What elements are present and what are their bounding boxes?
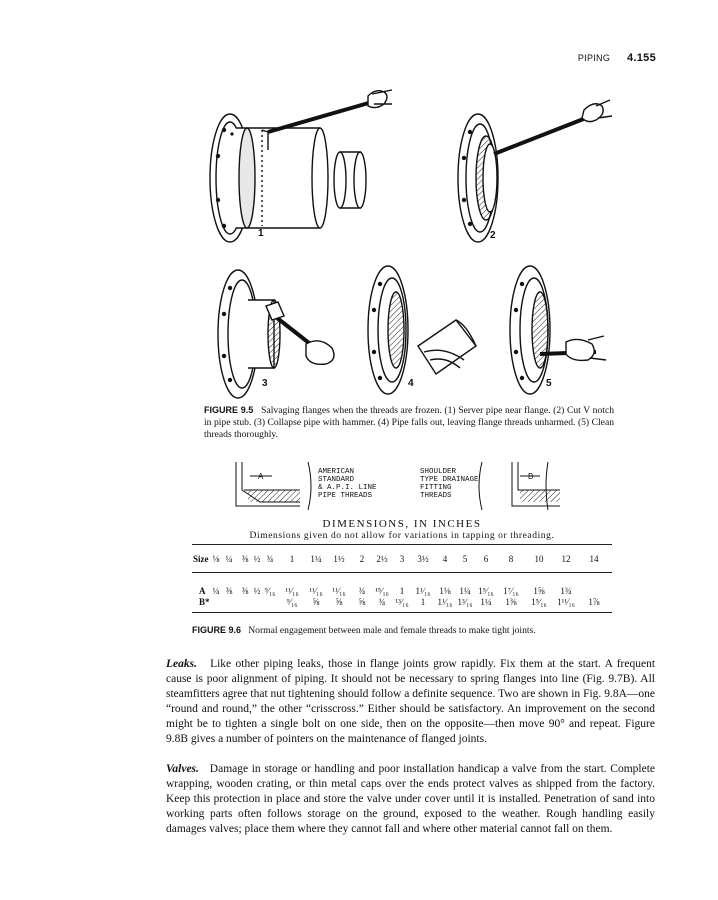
size-cell: 14 [589, 554, 599, 564]
size-cell: ½ [253, 554, 261, 564]
size-cell: ⅜ [241, 554, 249, 564]
a-value-cell: 1¹⁄₁₆ [415, 586, 431, 596]
figure-9-6-label: FIGURE 9.6 [192, 625, 242, 635]
size-cell: 10 [534, 554, 544, 564]
dimension-a-label: A [258, 472, 264, 481]
paragraph-text: Damage in storage or handling and poor installation handicap a valve from the start. Complete wrapping, wooden crating, or thin metal caps over the ends protect valves as shipped from the factory. Keep this protection in place and store the valve under cover until it is installed. Penetration of sand into working parts often follows storage on the ground, exposed to the weather. Rough handling easily damages valves; place them where they cannot fall and where other material cannot fall on them. [166, 763, 655, 835]
size-cell: 6 [483, 554, 489, 564]
a-value-cell: ¹¹⁄₁₆ [309, 586, 323, 596]
a-value-cell: 1 [399, 586, 405, 596]
b-value-cell: 1³⁄₁₆ [457, 597, 473, 607]
b-value-cell: ¹³⁄₁₆ [395, 597, 409, 607]
page-number: 4.155 [626, 52, 656, 64]
size-cell: 1¼ [310, 554, 322, 564]
b-value-cell: ⅝ [335, 597, 343, 607]
a-value-cell: 1⁷⁄₁₆ [503, 586, 519, 596]
panel-2-drawing [458, 100, 612, 242]
paragraph-leaks [166, 657, 655, 747]
table-subtitle: Dimensions given do not allow for variations in tapping or threading. [249, 531, 555, 541]
figure-9-5-caption [204, 404, 614, 441]
figure-9-5-caption-text: Salvaging flanges when the threads are frozen. (1) Server pipe near flange. (2) Cut V notch in pipe stub. (3) Collapse pipe with hammer. (4) Pipe falls out, leaving flange threads unharmed. (5) Clean threads thoroughly. [204, 405, 614, 440]
size-cell: 3 [399, 554, 405, 564]
panel-number-2: 2 [490, 230, 496, 241]
panel-number-3: 3 [262, 378, 268, 389]
paragraph-valves [166, 762, 655, 837]
panel-number-5: 5 [546, 378, 552, 389]
size-cell: 4 [442, 554, 448, 564]
b-value-cell: 1⁵⁄₁₆ [531, 597, 547, 607]
section-title: PIPING [577, 53, 611, 63]
size-cell: 2 [359, 554, 365, 564]
a-value-cell: ½ [253, 586, 261, 596]
paragraph-text: Like other piping leaks, those in flange joints grow rapidly. Fix them at the start. A frequent cause is poor alignment of piping. It should not be necessary to spring flanges into line (Fig. 9.7B). All steamfitters agree that nut tightening should follow a definite sequence. Two are shown in Fig. 9.8A—one “round and round,” the other “crisscross.” Either should be satisfactory. An improvement on the second might be to tighten a single bolt on one side, then on the opposite—then move 90° and repeat. Figure 9.8B gives a number of pointers on the maintenance of flanged joints. [166, 658, 656, 745]
b-value-cell: ⅝ [312, 597, 320, 607]
a-value-cell: ⅜ [241, 586, 249, 596]
size-cell: 3½ [417, 554, 429, 564]
panel-5-drawing [510, 266, 606, 394]
b-row-header: B* [199, 597, 210, 607]
size-cell: 12 [561, 554, 571, 564]
figure-9-6-caption-text: Normal engagement between male and female threads to make tight joints. [248, 625, 536, 636]
a-value-cell: ¾ [358, 586, 366, 596]
size-row-header: Size [193, 554, 209, 564]
a-value-cell: ⁹⁄₁₆ [264, 586, 276, 596]
size-cell: ¾ [266, 554, 274, 564]
shoulder-type-label: SHOULDER TYPE DRAINAGE FITTING THREADS [420, 468, 479, 500]
a-value-cell: ¹¹⁄₁₆ [332, 586, 346, 596]
american-standard-label: AMERICAN STANDARD & A.P.I. LINE PIPE THREADS [318, 468, 377, 500]
a-row-header: A [199, 586, 206, 596]
size-cell: 2½ [376, 554, 388, 564]
panel-number-4: 4 [408, 378, 414, 389]
size-cell: ¼ [225, 554, 233, 564]
b-value-cell: 1 [420, 597, 426, 607]
panel-number-1: 1 [258, 228, 264, 239]
b-value-cell: 1⅞ [588, 597, 600, 607]
panel-1-drawing [210, 90, 392, 242]
a-value-cell: 1¼ [459, 586, 471, 596]
a-value-cell: ¹¹⁄₁₆ [285, 586, 299, 596]
runin-heading: Valves. [166, 763, 199, 775]
table-title: DIMENSIONS, IN INCHES [322, 518, 482, 530]
a-value-cell: 1⁵⁄₁₆ [478, 586, 494, 596]
b-value-cell: 1¹¹⁄₁₆ [557, 597, 575, 607]
size-cell: 5 [462, 554, 468, 564]
size-cell: 1½ [333, 554, 345, 564]
runin-heading: Leaks. [166, 658, 197, 670]
size-cell: ⅛ [212, 554, 220, 564]
b-value-cell: 1¼ [480, 597, 492, 607]
a-value-cell: ¹⁵⁄₁₆ [375, 586, 389, 596]
a-value-cell: ⅜ [225, 586, 233, 596]
panel-4-drawing [368, 266, 476, 394]
thread-engagement-diagram [236, 462, 560, 510]
size-cell: 1 [289, 554, 295, 564]
b-value-cell: 1⅜ [505, 597, 517, 607]
table-rule-top [192, 544, 612, 545]
figure-9-6-caption [192, 624, 612, 637]
table-rule-bottom [192, 612, 612, 613]
panel-3-drawing [218, 270, 334, 398]
a-value-cell: 1⅛ [439, 586, 451, 596]
a-value-cell: ¼ [212, 586, 220, 596]
size-cell: 8 [508, 554, 514, 564]
table-rule-middle [192, 572, 612, 573]
b-value-cell: 1¹⁄₁₆ [437, 597, 453, 607]
b-value-cell: ⁹⁄₁₆ [286, 597, 298, 607]
a-value-cell: 1⅝ [533, 586, 545, 596]
b-value-cell: ¾ [378, 597, 386, 607]
figure-9-5-label: FIGURE 9.5 [204, 405, 254, 415]
dimension-b-label: B [528, 472, 534, 481]
b-value-cell: ⅝ [358, 597, 366, 607]
a-value-cell: 1¾ [560, 586, 572, 596]
